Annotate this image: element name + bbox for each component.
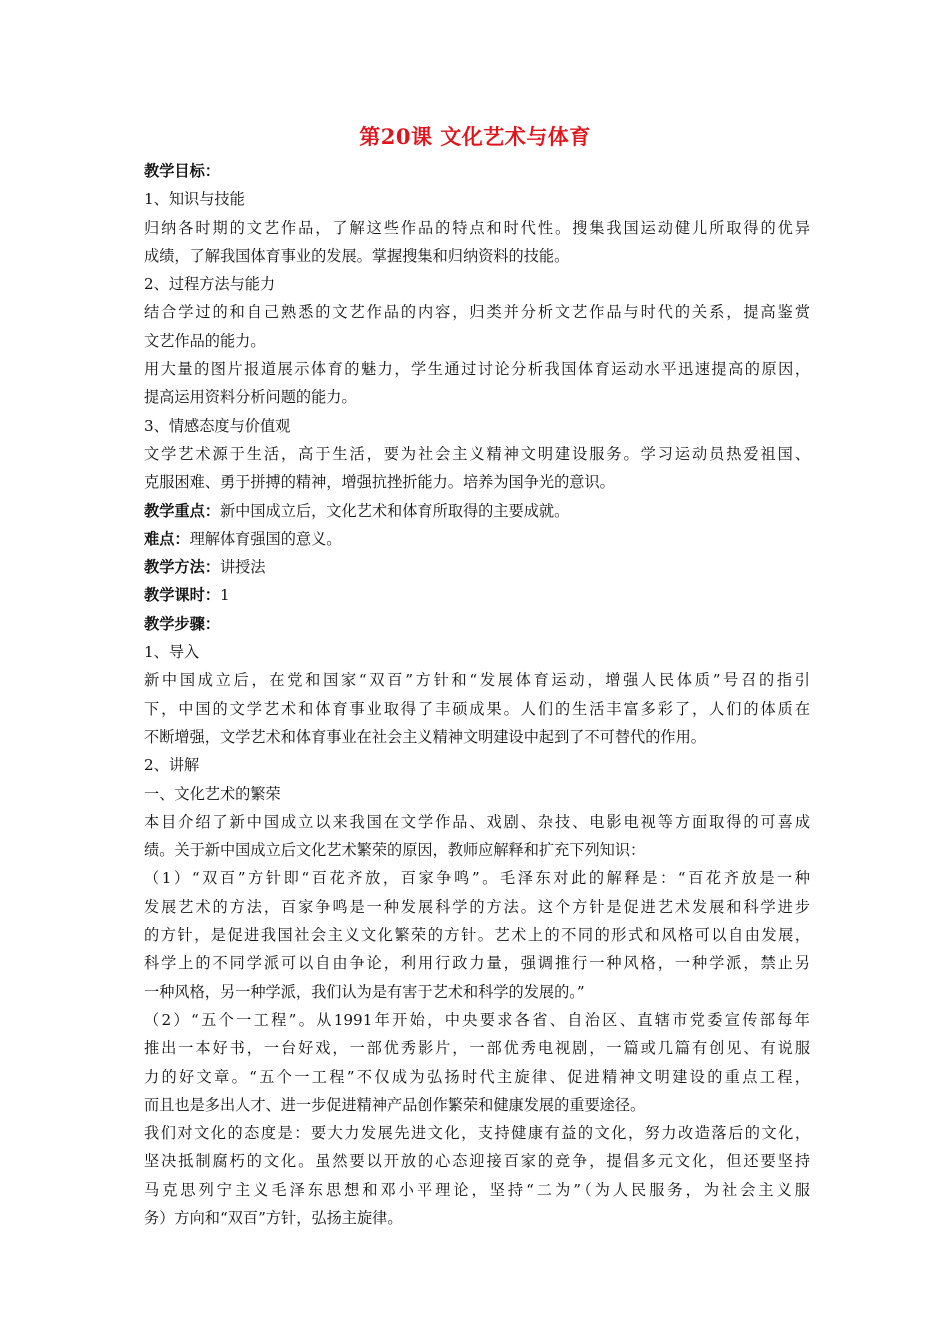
subheading-lecture: 2、讲解 [144,756,200,775]
paragraph-line: 本目介绍了新中国成立以来我国在文学作品、戏剧、杂技、电影电视等方面取得的可喜成 [144,812,810,831]
paragraph-line: 科学上的不同学派可以自由争论，利用行政力量，强调推行一种风格，一种学派，禁止另 [144,954,810,973]
section-heading-objectives: 教学目标： [144,162,220,180]
paragraph-line: 的方针，是促进我国社会主义文化繁荣的方针。艺术上的不同的形式和风格可以自由发展， [144,926,810,945]
paragraph-line: （2）“五个一工程”。从1991年开始，中央要求各省、自治区、直辖市党委宣传部每年 [144,1010,810,1029]
paragraph-line: 提高运用资料分析问题的能力。 [144,388,357,407]
page-title: 第20课 文化艺术与体育 [359,124,591,149]
paragraph-line: 克服困难、勇于拼搏的精神，增强抗挫折能力。培养为国争光的意识。 [144,473,615,492]
paragraph-line: 下，中国的文学艺术和体育事业取得了丰硕成果。人们的生活丰富多彩了，人们的体质在 [144,699,810,718]
document-body [144,157,810,1232]
paragraph-line: 推出一本好书，一台好戏，一部优秀影片，一部优秀电视剧，一篇或几篇有创见、有说服 [144,1039,810,1058]
paragraph-line: 而且也是多出人才、进一步促进精神产品创作繁荣和健康发展的重要途径。 [144,1095,646,1114]
method-label: 教学方法： [144,558,220,577]
paragraph-line: 文学艺术源于生活，高于生活，要为社会主义精神文明建设服务。学习运动员热爱祖国、 [144,444,810,463]
paragraph-line: 绩。关于新中国成立后文化艺术繁荣的原因，教师应解释和扩充下列知识： [144,841,646,860]
paragraph-line: 务）方向和“双百”方针，弘扬主旋律。 [144,1208,403,1227]
section-heading-steps: 教学步骤： [144,614,220,633]
difficulty-text: 理解体育强国的意义。 [189,529,342,548]
paragraph-line: 一种风格，另一种学派，我们认为是有害于艺术和科学的发展的。” [144,982,585,1001]
paragraph-line: 坚决抵制腐朽的文化。虽然要以开放的心态迎接百家的竞争，提倡多元文化，但还要坚持 [144,1152,810,1171]
subheading-intro: 1、导入 [144,643,200,662]
paragraph-line: 归纳各时期的文艺作品，了解这些作品的特点和时代性。搜集我国运动健儿所取得的优异 [144,218,810,237]
method-text: 讲授法 [219,558,266,577]
subheading-knowledge: 1、知识与技能 [144,190,245,209]
paragraph-line: 马克思列宁主义毛泽东思想和邓小平理论，坚持“二为”（为人民服务，为社会主义服 [144,1180,810,1199]
key-points-text: 新中国成立后，文化艺术和体育所取得的主要成就。 [219,501,570,520]
paragraph-line: 新中国成立后，在党和国家“双百”方针和“发展体育运动，增强人民体质”号召的指引 [144,671,810,690]
subheading-process: 2、过程方法与能力 [144,275,276,294]
subheading-culture: 一、文化艺术的繁荣 [144,784,281,803]
method-line [144,553,810,581]
paragraph-line: 成绩，了解我国体育事业的发展。掌握搜集和归纳资料的技能。 [144,246,570,265]
difficulty-label: 难点： [144,529,190,548]
paragraph-line: 结合学过的和自己熟悉的文艺作品的内容，归类并分析文艺作品与时代的关系，提高鉴赏 [144,303,810,322]
subheading-values: 3、情感态度与价值观 [144,416,291,435]
paragraph-line: 用大量的图片报道展示体育的魅力，学生通过讨论分析我国体育运动水平迅速提高的原因， [144,360,810,379]
difficulty-line [144,525,810,553]
paragraph-line: （1）“双百”方针即“百花齐放，百家争鸣”。毛泽东对此的解释是：“百花齐放是一种 [144,869,810,888]
paragraph-line: 发展艺术的方法，百家争鸣是一种发展科学的方法。这个方针是促进艺术发展和科学进步 [144,897,810,916]
hours-text: 1 [219,586,230,605]
key-points-label: 教学重点： [144,501,220,520]
paragraph-line: 力的好文章。“五个一工程”不仅成为弘扬时代主旋律、促进精神文明建设的重点工程， [144,1067,810,1086]
paragraph-line: 我们对文化的态度是：要大力发展先进文化，支持健康有益的文化，努力改造落后的文化， [144,1124,810,1143]
hours-line [144,581,810,609]
hours-label: 教学课时： [144,586,220,605]
paragraph-line: 不断增强，文学艺术和体育事业在社会主义精神文明建设中起到了不可替代的作用。 [144,727,706,746]
key-points-line [144,497,810,525]
paragraph-line: 文艺作品的能力。 [144,331,266,350]
